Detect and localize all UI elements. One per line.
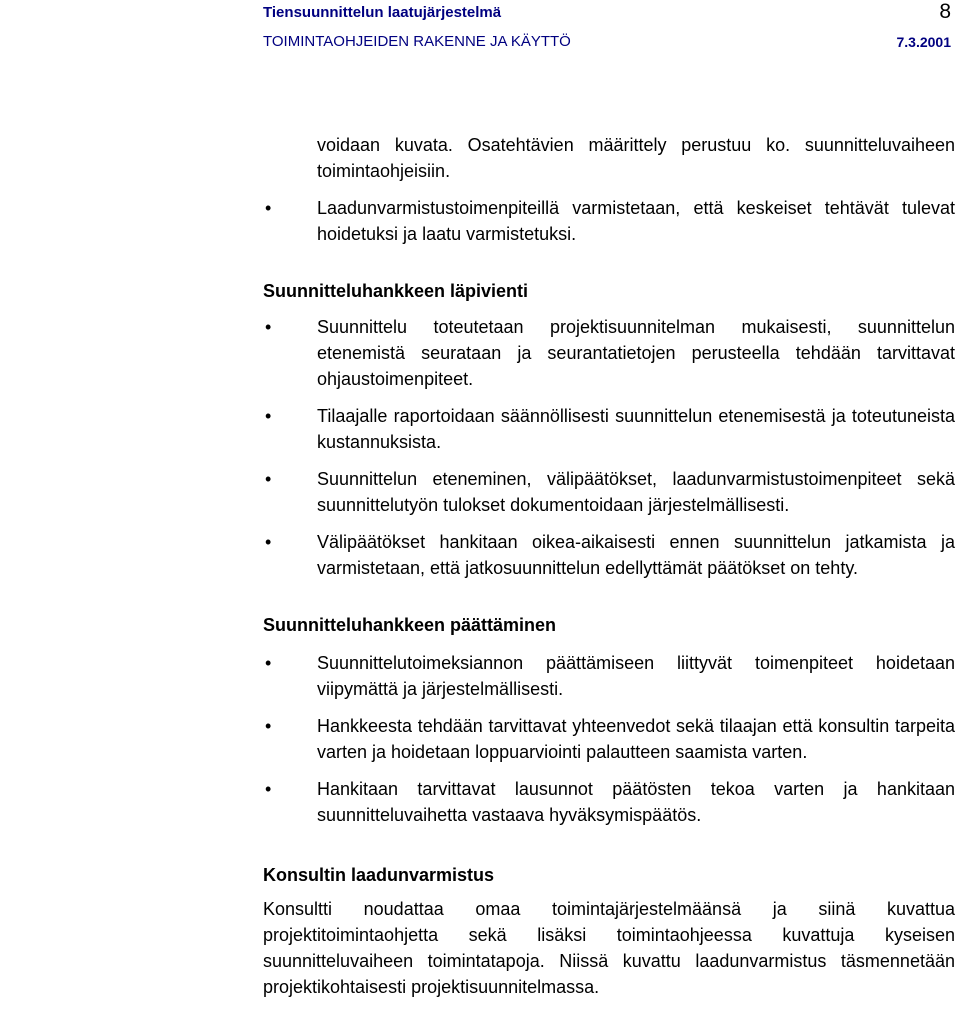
list-item: • Suunnittelu toteutetaan projektisuunnitelman mukaisesti, suunnittelun etenemistä seurataan ja seurantatietojen perusteella tehdään tarvittavat ohjaustoimenpiteet. bbox=[263, 314, 955, 392]
list-item: • Hankkeesta tehdään tarvittavat yhteenvedot sekä tilaajan että konsultin tarpeita varten ja hoidetaan loppuarviointi palautteen saamista varten. bbox=[263, 713, 955, 765]
intro-bullet-list bbox=[263, 195, 955, 247]
section-heading: Konsultin laadunvarmistus bbox=[263, 865, 495, 885]
page-number: 8 bbox=[939, 0, 951, 23]
section3-paragraph: Konsultti noudattaa omaa toimintajärjestelmäänsä ja siinä kuvattua projektitoimintaohjetta sekä lisäksi toimintaohjeessa kuvattuja kyseisen suunnitteluvaiheen toimintatapoja. Niissä kuvattu laadunvarmistus täsmennetään projektikohtaisesti projektisuunnitelmassa. bbox=[263, 899, 955, 997]
list-item: • Välipäätökset hankitaan oikea-aikaisesti ennen suunnittelun jatkamista ja varmistetaan, että jatkosuunnittelun edellyttämät päätökset on tehty. bbox=[263, 529, 955, 581]
document-date: 7.3.2001 bbox=[896, 34, 951, 50]
section2-bullet-list bbox=[263, 650, 955, 828]
section1-bullet-list bbox=[263, 314, 955, 581]
list-item: • Hankitaan tarvittavat lausunnot päätösten tekoa varten ja hankitaan suunnitteluvaihetta vastaava hyväksymispäätös. bbox=[263, 776, 955, 828]
page-body bbox=[263, 132, 955, 1018]
list-item: • Tilaajalle raportoidaan säännöllisesti suunnittelun etenemisestä ja toteutuneista kustannuksista. bbox=[263, 403, 955, 455]
list-item: • Suunnittelutoimeksiannon päättämiseen liittyvät toimenpiteet hoidetaan viipymättä ja järjestelmällisesti. bbox=[263, 650, 955, 702]
list-item: • Laadunvarmistustoimenpiteillä varmistetaan, että keskeiset tehtävät tulevat hoidetuksi ja laatu varmistetuksi. bbox=[263, 195, 955, 247]
document-title: Tiensuunnittelun laatujärjestelmä bbox=[263, 4, 502, 21]
document-subtitle: TOIMINTAOHJEIDEN RAKENNE JA KÄYTTÖ bbox=[263, 33, 571, 50]
list-item: • Suunnittelun eteneminen, välipäätökset, laadunvarmistustoimenpiteet sekä suunnittelutyön tulokset dokumentoidaan järjestelmällisesti. bbox=[263, 466, 955, 518]
section-heading: Suunnitteluhankkeen läpivienti bbox=[263, 281, 529, 301]
section-heading: Suunnitteluhankkeen päättäminen bbox=[263, 615, 557, 635]
continued-text: voidaan kuvata. Osatehtävien määrittely perustuu ko. suunnitteluvaiheen toimintaohjeisiin. bbox=[317, 135, 955, 181]
